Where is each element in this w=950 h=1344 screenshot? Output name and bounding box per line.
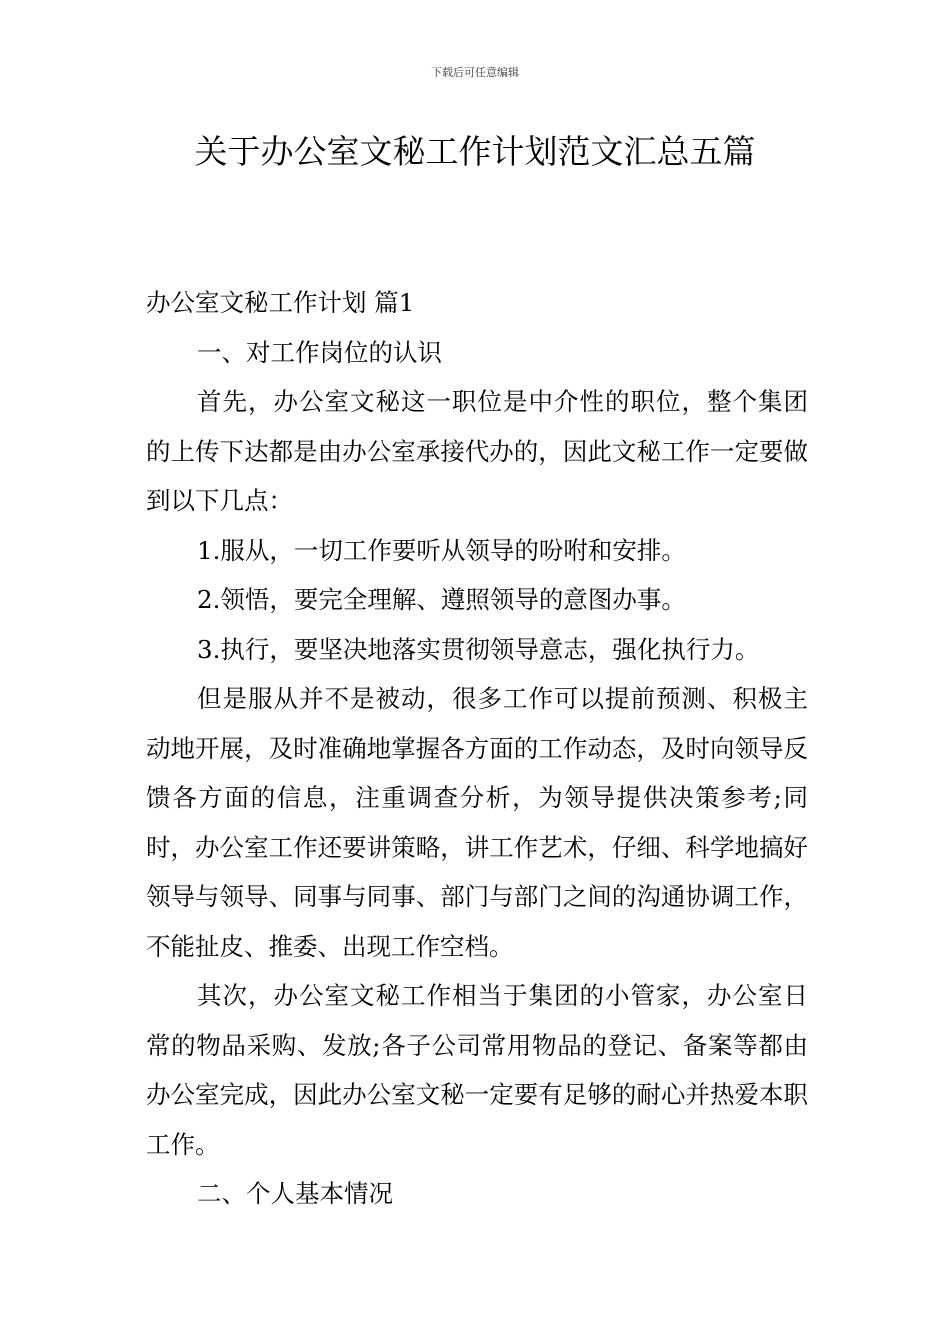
document-body	[146, 278, 808, 1219]
header-note: 下载后可任意编辑	[431, 66, 519, 79]
paragraph: 首先，办公室文秘这一职位是中介性的职位，整个集团的上传下达都是由办公室承接代办的，因此文秘工作一定要做到以下几点：	[146, 387, 808, 515]
list-item: 1.服从，一切工作要听从领导的吩咐和安排。	[197, 535, 686, 565]
paragraph: 其次，办公室文秘工作相当于集团的小管家，办公室日常的物品采购、发放;各子公司常用物品的登记、备案等都由办公室完成，因此办公室文秘一定要有足够的耐心并热爱本职工作。	[146, 981, 808, 1159]
section-heading: 办公室文秘工作计划 篇1	[146, 288, 415, 317]
paragraph: 但是服从并不是被动，很多工作可以提前预测、积极主动地开展，及时准确地掌握各方面的工作动态，及时向领导反馈各方面的信息，注重调查分析，为领导提供决策参考;同时，办公室工作还要讲策略，讲工作艺术，仔细、科学地搞好领导与领导、同事与同事、部门与部门之间的沟通协调工作，不能扯皮、推委、出现工作空档。	[146, 684, 808, 961]
document-title: 关于办公室文秘工作计划范文汇总五篇	[194, 132, 756, 171]
subsection-heading: 二、个人基本情况	[197, 1179, 393, 1208]
list-item: 3.执行，要坚决地落实贯彻领导意志，强化执行力。	[197, 634, 760, 664]
list-item: 2.领悟，要完全理解、遵照领导的意图办事。	[197, 585, 686, 614]
subsection-heading: 一、对工作岗位的认识	[197, 337, 442, 367]
